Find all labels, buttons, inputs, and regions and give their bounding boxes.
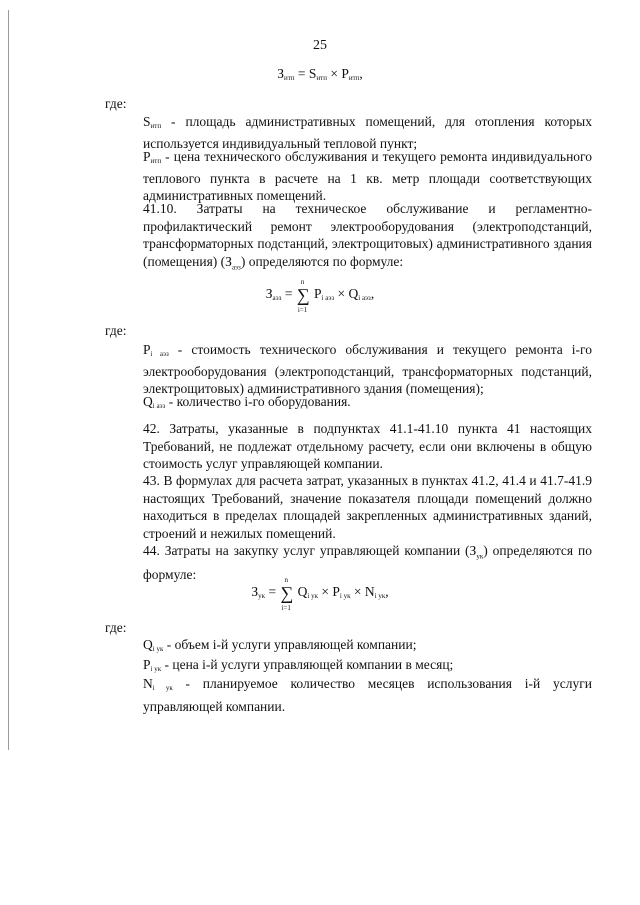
definition-n-uk: $N_{i ук}$ - планируемое количество месяцев использования i-й услуги управляющей компании.	[143, 676, 592, 714]
definition-q-uk: $Q_{i ук}$ - объем i-й услуги управляющей компании;	[143, 637, 417, 653]
page-left-border	[8, 10, 9, 750]
paragraph-42: 42. Затраты, указанные в подпунктах 41.1-41.10 пункта 41 настоящих Требований, не подлежат отдельному расчету, если они включены в общую стоимость услуг управляющей компании.	[143, 421, 592, 472]
paragraph-43: 43. В формулах для расчета затрат, указанных в пунктах 41.2, 41.4 и 41.7-41.9 настоящих Требований, значение показателя площади помещений должно находиться в пределах площадей закрепленных административных зданий, строений и нежилых помещений.	[143, 473, 592, 541]
where-label-2: где:	[105, 323, 127, 338]
definition-p-uk: $P_{i ук}$ - цена i-й услуги управляющей компании в месяц;	[143, 657, 454, 673]
formula-itp: $З_{итп} = S_{итп} \times P_{итп}$,	[277, 66, 363, 82]
definition-q-aez: $Q_{i аэз}$ - количество i-го оборудования.	[143, 394, 351, 410]
paragraph-44: 44. Затраты на закупку услуг управляющей компании $(З_{ук})$ определяются по формуле:	[143, 543, 592, 583]
formula-aez: $З_{аэз}$ = ∑ n i=1 $P_{i аэз} \times Q_{i аэз}$,	[265, 278, 375, 314]
paragraph-41-10: 41.10. Затраты на техническое обслуживание и регламентно-профилактический ремонт электрооборудования (электроподстанций, трансформаторных подстанций, электрощитовых) административного здания (помещения) $(З_{аэз})$ определяются по формуле:	[143, 201, 592, 272]
definition-s-itp: $S_{итп}$ - площадь административных помещений, для отопления которых используется индивидуальный тепловой пункт;	[143, 114, 592, 152]
where-label-3: где:	[105, 620, 127, 635]
page-number: 25	[313, 38, 327, 53]
where-label-1: где:	[105, 96, 127, 111]
sum-symbol: ∑ n i=1	[280, 576, 294, 612]
definition-p-itp: $P_{итп}$ - цена технического обслуживания и текущего ремонта индивидуального теплового пункта в расчете на 1 кв. метр площади соответствующих административных помещений.	[143, 149, 592, 204]
definition-p-aez: $P_{i аэз}$ - стоимость технического обслуживания и текущего ремонта i-го электрооборудования (электроподстанций, трансформаторных подстанций, электрощитовых) административного здания (помещения);	[143, 342, 592, 397]
sum-symbol: ∑ n i=1	[296, 278, 310, 314]
formula-uk: $З_{ук}$ = ∑ n i=1 $Q_{i ук} \times P_{i ук} \times N_{i ук}$,	[251, 576, 389, 612]
